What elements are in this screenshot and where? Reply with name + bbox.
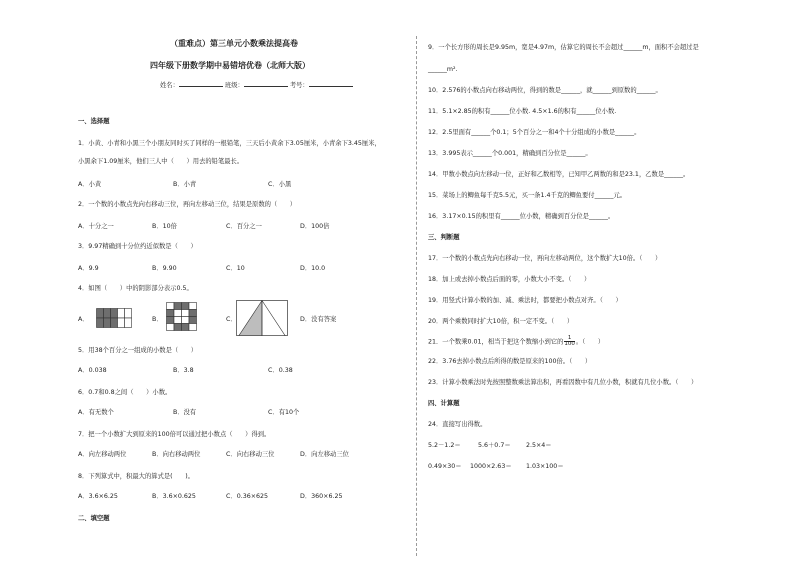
option[interactable]: B．小青 <box>173 181 197 188</box>
question-9-line2: ______m². <box>428 66 458 73</box>
section-calc-title: 四、计算题 <box>428 400 460 407</box>
question-14: 14．甲数小数点向左移动一位，正好和乙数相等，已知甲乙两数的和是23.1，乙数是______。 <box>428 171 690 178</box>
question-2: 2．一个数的小数点先向右移动三位，再向左移动三位，结果是原数的（ ） <box>78 201 297 208</box>
option[interactable]: C．小黑 <box>268 181 292 188</box>
option[interactable]: B．3.8 <box>173 367 194 374</box>
option[interactable]: B．9.90 <box>152 265 177 272</box>
option[interactable]: A．3.6×6.25 <box>78 493 118 500</box>
option[interactable]: C．0.36×625 <box>226 493 269 500</box>
calc-item: 5.2－1.2＝ <box>428 442 461 449</box>
option[interactable]: C．有10个 <box>268 409 300 416</box>
question-5: 5．用38个百分之一组成的小数是（ ） <box>78 347 198 354</box>
option[interactable]: B． <box>152 316 163 323</box>
option[interactable]: A． <box>78 316 89 323</box>
question-22: 22．3.76去掉小数点后所得的数是原来的100倍。（ ） <box>428 358 592 365</box>
student-info-row <box>160 80 353 90</box>
option[interactable]: D．100倍 <box>300 223 330 230</box>
class-field[interactable] <box>244 80 288 87</box>
question-21 <box>428 336 604 347</box>
exam-number-field[interactable] <box>309 80 353 87</box>
exam-subtitle: 四年级下册数学期中易错培优卷（北师大版） <box>150 61 310 70</box>
option[interactable]: C． <box>226 316 237 323</box>
question-24: 24．直接写出得数。 <box>428 421 487 428</box>
option[interactable]: B．向右移动两位 <box>152 451 201 458</box>
option[interactable]: B．10倍 <box>152 223 177 230</box>
question-9-line1: 9．一个长方形的周长是9.95m，宽是4.97m，估算它的周长不会超过______m，面积不会超过是 <box>428 44 699 51</box>
question-11: 11．5.1×2.85的积有______位小数. 4.5×1.6的积有______位小数. <box>428 108 617 115</box>
question-21-tail: 。（ ） <box>575 338 605 346</box>
option[interactable]: A．9.9 <box>78 265 99 272</box>
question-12: 12．2.5里面有______个0.1；5个百分之一和4个十分组成的小数是______。 <box>428 129 641 136</box>
section-choice-title: 一、选择题 <box>78 118 110 125</box>
exam-title: （重难点）第三单元小数乘法提高卷 <box>170 39 298 48</box>
question-1-line1: 1．小黄、小青和小黑三个小朋友同时买了同样的一根铅笔，三天后小黄余下3.05厘米，小青余下3.45厘米， <box>78 140 381 147</box>
option[interactable]: D．360×6.25 <box>300 493 343 500</box>
question-4: 4．如图（ ）中的阴影部分表示0.5。 <box>78 285 193 292</box>
option[interactable]: A．向左移动两位 <box>78 451 127 458</box>
question-18: 18．加上或去掉小数点后面的零，小数大小不变。（ ） <box>428 276 591 283</box>
option[interactable]: C．0.38 <box>268 367 293 374</box>
section-fill-title: 二、填空题 <box>78 515 110 522</box>
option[interactable]: D．10.0 <box>300 265 326 272</box>
exam-number-label: 考号： <box>289 82 309 89</box>
column-divider <box>416 36 417 556</box>
question-15: 15．菜场上的鲫鱼每千克5.5元，买一条1.4千克的鲫鱼要付______元。 <box>428 192 627 199</box>
class-label: 班级： <box>224 82 244 89</box>
question-17: 17．一个数的小数点先向右移动一位，再向左移动两位，这个数扩大10倍。（ ） <box>428 255 662 262</box>
option[interactable]: C．向右移动三位 <box>226 451 275 458</box>
calc-item: 1000×2.63＝ <box>470 463 512 470</box>
calc-item: 1.03×100＝ <box>526 463 564 470</box>
option[interactable]: D．没有答案 <box>300 316 337 323</box>
question-10: 10．2.576的小数点向右移动两位，得到的数是______，就______到原数的______。 <box>428 87 662 94</box>
option[interactable]: C．百分之一 <box>226 223 262 230</box>
option[interactable]: A．有无数个 <box>78 409 114 416</box>
question-23: 23．计算小数乘法时先按照整数乘法算出积，再看因数中有几位小数，积就有几位小数。（ ） <box>428 379 698 386</box>
question-8: 8．下列算式中，积最大的算式是( )。 <box>78 473 194 480</box>
option[interactable]: C．10 <box>226 265 245 272</box>
section-judge-title: 三、判断题 <box>428 234 460 241</box>
option[interactable]: A．0.038 <box>78 367 107 374</box>
question-1-line2: 小黑余下1.09厘米，他们三人中（ ）用去的铅笔最长。 <box>78 158 244 165</box>
name-field[interactable] <box>179 80 223 87</box>
question-13: 13．3.995表示______个0.001，精确到百分位是______。 <box>428 150 592 157</box>
option[interactable]: D．向左移动三位 <box>300 451 349 458</box>
figure-c-triangle <box>236 300 288 336</box>
question-20: 20．两个乘数同时扩大10倍，积一定不变。（ ） <box>428 318 574 325</box>
question-6: 6．0.7和0.8之间（ ）小数。 <box>78 389 172 396</box>
question-21-text: 21．一个数乘0.01，相当于把这个数缩小到它的 <box>428 338 564 346</box>
option[interactable]: A．小黄 <box>78 181 102 188</box>
option[interactable]: A．十分之一 <box>78 223 114 230</box>
figure-a-grid <box>96 308 134 328</box>
fraction: $\frac{1}{100}$ <box>564 335 575 347</box>
question-16: 16．3.17×0.15的积里有______位小数，精确到百分位是______。 <box>428 213 615 220</box>
option[interactable]: B．没有 <box>173 409 197 416</box>
calc-item: 0.49×30＝ <box>428 463 462 470</box>
option[interactable]: B．3.6×0.625 <box>152 493 196 500</box>
figure-b-grid <box>166 302 198 332</box>
calc-item: 2.5×4＝ <box>526 442 552 449</box>
question-19: 19．用竖式计算小数的加、减、乘法时，都要把小数点对齐。（ ） <box>428 297 622 304</box>
question-3: 3．9.97精确到十分位约近似数是（ ） <box>78 243 197 250</box>
question-7: 7．把一个小数扩大到原来的100倍可以通过把小数点（ ）得到。 <box>78 431 271 438</box>
name-label: 姓名： <box>160 82 179 89</box>
calc-item: 5.6＋0.7＝ <box>478 442 511 449</box>
